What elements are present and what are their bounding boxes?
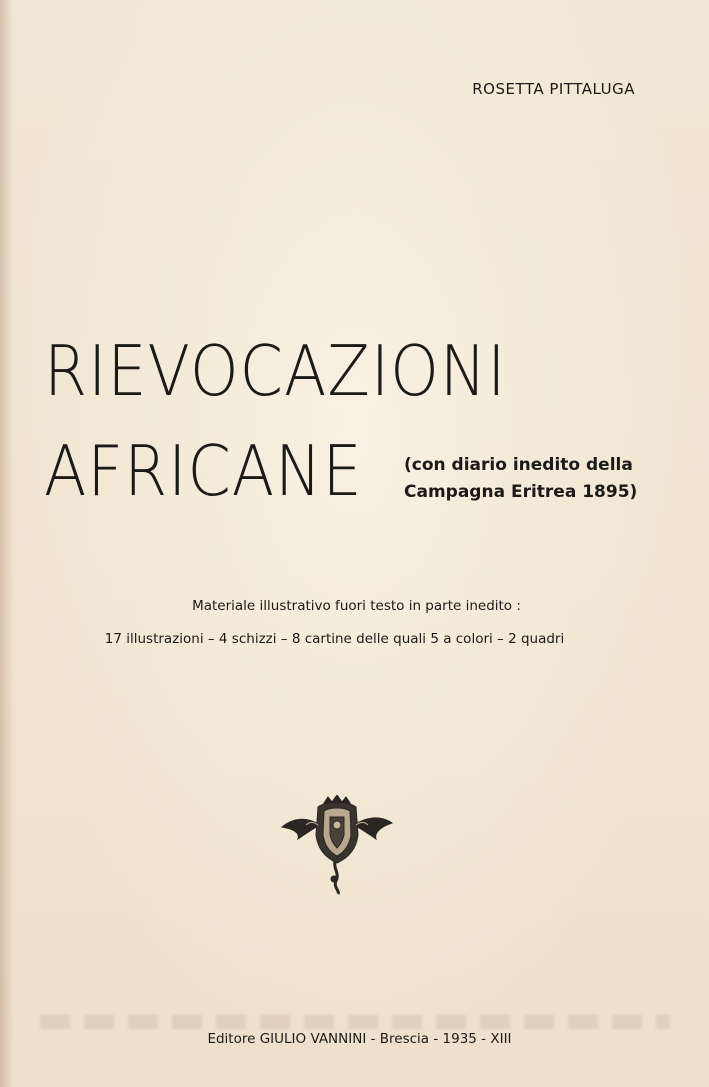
- publisher-emblem-icon: [278, 795, 396, 895]
- subtitle-line-1: (con diario inedito della: [404, 455, 633, 475]
- illustration-note-line-2: 17 illustrazioni – 4 schizzi – 8 cartine delle quali 5 a colori – 2 quadri: [104, 631, 565, 647]
- illustration-note-line-1: Materiale illustrativo fuori testo in parte inedito :: [192, 598, 521, 614]
- book-subtitle: [404, 452, 637, 506]
- page-edge-shadow: [0, 0, 14, 1087]
- author-name: ROSETTA PITTALUGA: [472, 80, 635, 98]
- book-title-line-2: AFRICANE: [44, 430, 363, 512]
- book-title-line-1: RIEVOCAZIONI: [44, 330, 507, 412]
- show-through-bleed: [40, 1015, 670, 1029]
- subtitle-line-2: Campagna Eritrea 1895): [404, 482, 638, 502]
- publisher-imprint: Editore GIULIO VANNINI - Brescia - 1935 - XIII: [207, 1031, 512, 1047]
